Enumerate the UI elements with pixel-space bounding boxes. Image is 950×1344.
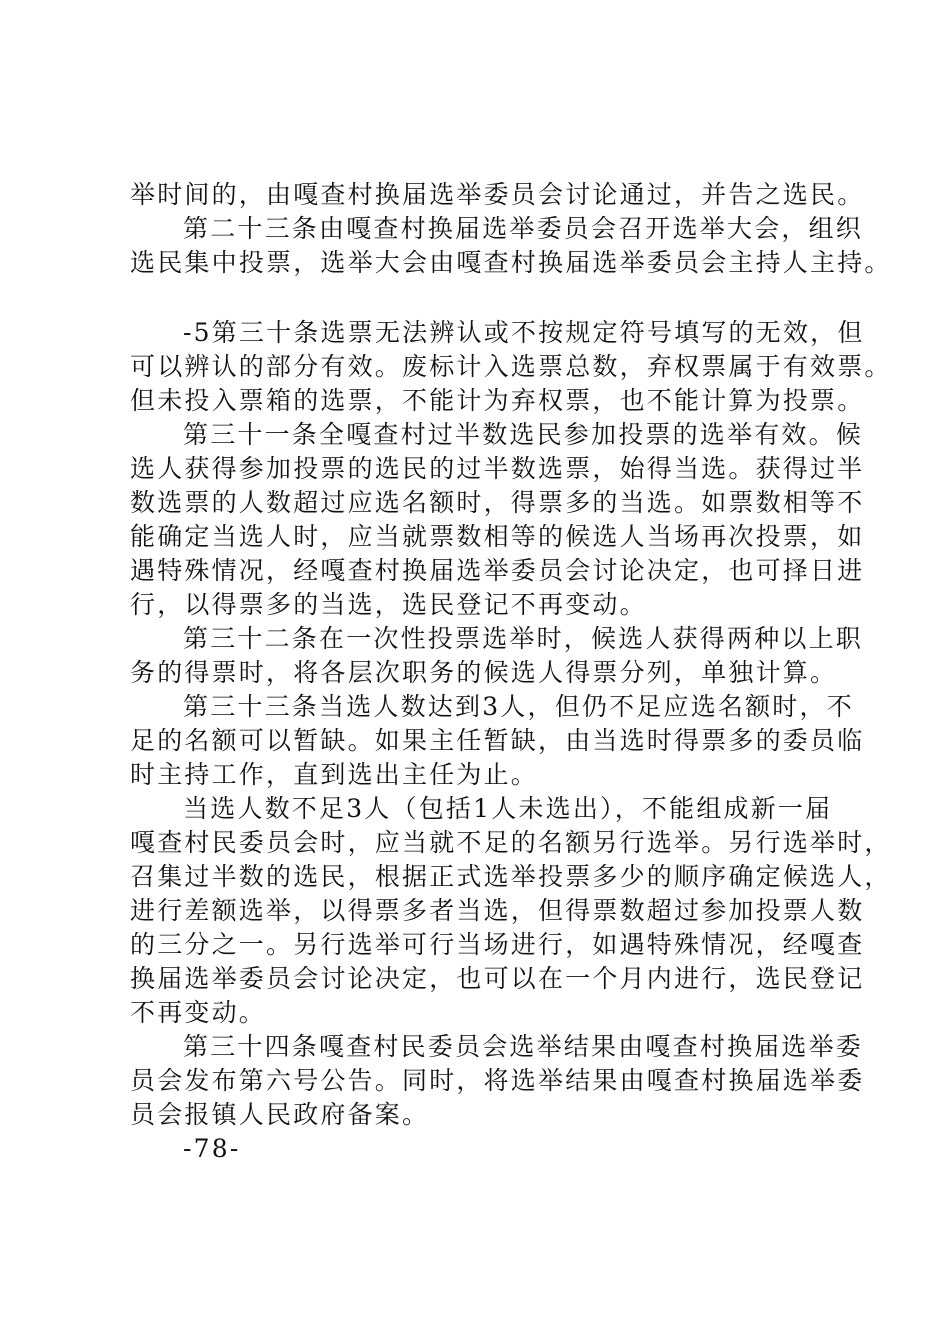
text-line: 行，以得票多的当选，选民登记不再变动。 — [130, 590, 647, 619]
text-line: 举时间的，由嘎查村换届选举委员会讨论通过，并告之选民。 — [130, 180, 865, 209]
text-line: -5第三十条选票无法辨认或不按规定符号填写的无效，但 — [183, 318, 865, 347]
text-line: 当选人数不足3人（包括1人未选出），不能组成新一届 — [183, 794, 833, 823]
text-line: 但未投入票箱的选票，不能计为弃权票，也不能计算为投票。 — [130, 386, 865, 415]
text-line: 第三十三条当选人数达到3人，但仍不足应选名额时，不 — [183, 692, 854, 721]
text-line: 第三十二条在一次性投票选举时，候选人获得两种以上职 — [183, 624, 864, 653]
text-line: 第二十三条由嘎查村换届选举委员会召开选举大会，组织 — [183, 214, 864, 243]
text-line: 数选票的人数超过应选名额时，得票多的当选。如票数相等不 — [130, 488, 865, 517]
text-line: 选人获得参加投票的选民的过半数选票，始得当选。获得过半 — [130, 454, 865, 483]
text-line: 进行差额选举，以得票多者当选，但得票数超过参加投票人数 — [130, 896, 865, 925]
text-line: 换届选举委员会讨论决定，也可以在一个月内进行，选民登记 — [130, 964, 865, 993]
text-line: 嘎查村民委员会时，应当就不足的名额另行选举。另行选举时， — [130, 828, 892, 857]
text-line: 遇特殊情况，经嘎查村换届选举委员会讨论决定，也可择日进 — [130, 556, 865, 585]
text-line: 时主持工作，直到选出主任为止。 — [130, 760, 539, 789]
text-line: 第三十四条嘎查村民委员会选举结果由嘎查村换届选举委 — [183, 1032, 864, 1061]
text-line: 足的名额可以暂缺。如果主任暂缺，由当选时得票多的委员临 — [130, 726, 865, 755]
text-line: 可以辨认的部分有效。废标计入选票总数，弃权票属于有效票。 — [130, 352, 892, 381]
text-line: 的三分之一。另行选举可行当场进行，如遇特殊情况，经嘎查 — [130, 930, 865, 959]
text-line: 员会发布第六号公告。同时，将选举结果由嘎查村换届选举委 — [130, 1066, 865, 1095]
text-line: 第三十一条全嘎查村过半数选民参加投票的选举有效。候 — [183, 420, 864, 449]
text-line: 选民集中投票，选举大会由嘎查村换届选举委员会主持人主持。 — [130, 248, 892, 277]
text-line: 召集过半数的选民，根据正式选举投票多少的顺序确定候选人， — [130, 862, 892, 891]
text-line: 务的得票时，将各层次职务的候选人得票分列，单独计算。 — [130, 658, 838, 687]
text-line: 不再变动。 — [130, 998, 267, 1027]
text-line: 员会报镇人民政府备案。 — [130, 1100, 430, 1129]
page-number: -78- — [183, 1134, 241, 1163]
text-line: 能确定当选人时，应当就票数相等的候选人当场再次投票，如 — [130, 522, 865, 551]
